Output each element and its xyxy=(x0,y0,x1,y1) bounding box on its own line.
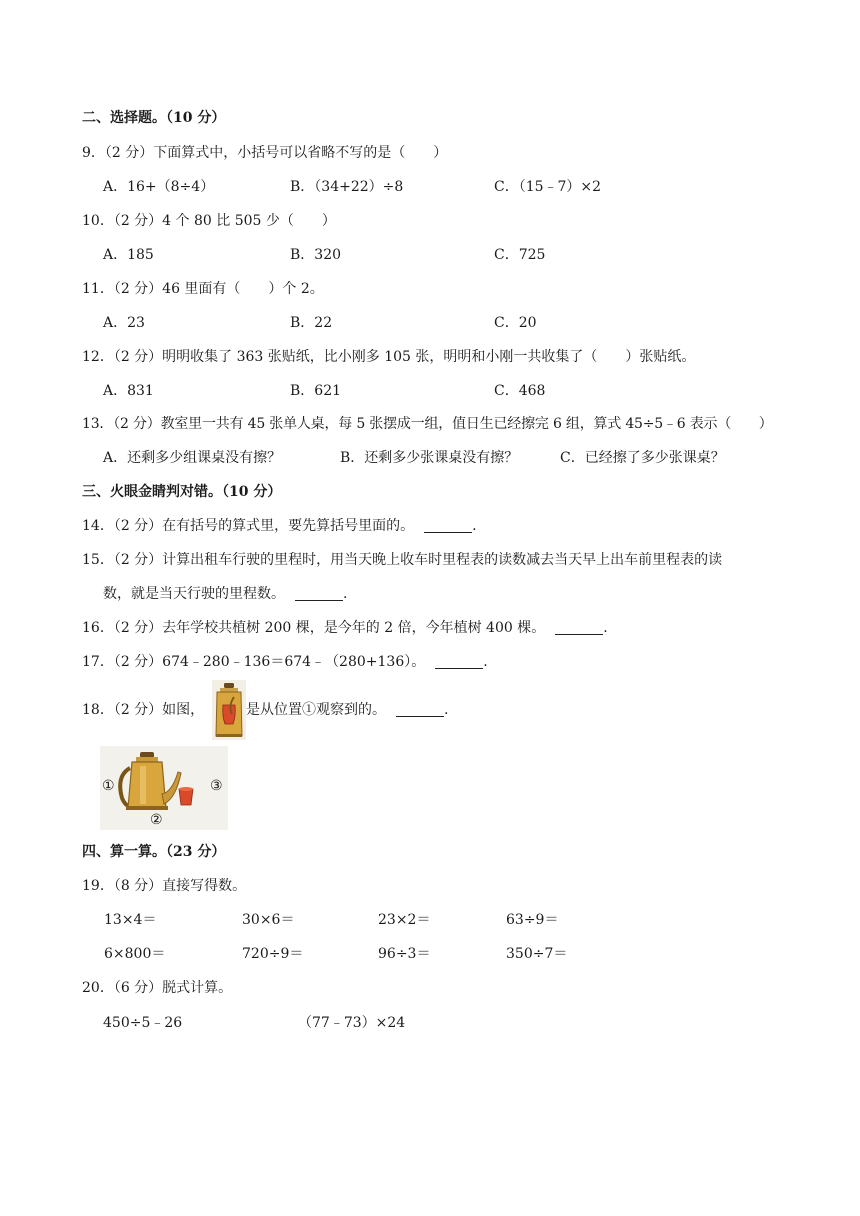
question-15-line2-wrap xyxy=(103,584,347,604)
section-heading-calc: 四、算一算。（23 分） xyxy=(82,844,226,860)
question-14 xyxy=(82,516,477,536)
answer-blank-15[interactable] xyxy=(295,586,343,601)
question-10-stem: 10．（2 分）4 个 80 比 505 少（ ） xyxy=(82,213,336,229)
question-11-option-a: A．23 xyxy=(103,315,145,331)
calc-expression-1: 450÷5﹣26 xyxy=(103,1015,183,1031)
question-15-line1: 15．（2 分）计算出租车行驶的里程时，用当天晚上收车时里程表的读数减去当天早上出车前里程表的读 xyxy=(82,552,723,568)
position-3-label: ③ xyxy=(210,778,223,794)
question-19-stem: 19．（8 分）直接写得数。 xyxy=(82,878,247,894)
answer-blank-17[interactable] xyxy=(435,654,483,669)
calc-item: 23×2＝ xyxy=(378,912,431,928)
calc-item: 6×800＝ xyxy=(104,946,166,962)
position-2-label: ② xyxy=(150,812,163,828)
question-9-stem: 9．（2 分）下面算式中，小括号可以省略不写的是（ ） xyxy=(82,145,448,161)
question-13-option-c: C．已经擦了多少张课桌？ xyxy=(560,450,725,466)
question-20-stem: 20．（6 分）脱式计算。 xyxy=(82,980,233,996)
calc-item: 720÷9＝ xyxy=(242,946,304,962)
section-heading-choice: 二、选择题。（10 分） xyxy=(82,110,226,126)
answer-blank-14[interactable] xyxy=(424,518,472,533)
calc-item: 350÷7＝ xyxy=(506,946,568,962)
question-15-end: . xyxy=(343,586,348,602)
question-12-option-c: C．468 xyxy=(494,383,546,399)
question-14-end: . xyxy=(472,518,477,534)
question-16-text: 16．（2 分）去年学校共植树 200 棵，是今年的 2 倍，今年植树 400 棵。 xyxy=(82,620,546,636)
question-11-option-c: C．20 xyxy=(494,315,537,331)
calc-expression-2: （77﹣73）×24 xyxy=(298,1015,406,1031)
question-12-option-b: B．621 xyxy=(290,383,342,399)
calc-item: 63÷9＝ xyxy=(506,912,559,928)
kettle-side-view-figure xyxy=(212,680,246,740)
question-16-end: . xyxy=(603,620,608,636)
position-1-label: ① xyxy=(102,778,115,794)
calc-item: 13×4＝ xyxy=(104,912,157,928)
question-12-option-a: A．831 xyxy=(103,383,154,399)
question-15-line2: 数，就是当天行驶的里程数。 xyxy=(103,586,285,602)
question-17-end: . xyxy=(483,654,488,670)
question-13-stem: 13．（2 分）教室里一共有 45 张单人桌，每 5 张摆成一组，值日生已经擦完 6 组，算式 45÷5﹣6 表示（ ） xyxy=(82,416,773,432)
question-11-option-b: B．22 xyxy=(290,315,333,331)
question-18-before: 18．（2 分）如图， xyxy=(82,702,205,718)
question-10-option-c: C．725 xyxy=(494,247,546,263)
question-11-stem: 11．（2 分）46 里面有（ ）个 2。 xyxy=(82,281,324,297)
kettle-cup-illustration xyxy=(100,746,228,830)
question-10-option-a: A．185 xyxy=(103,247,154,263)
question-18-after-wrap xyxy=(246,700,448,720)
question-17-text: 17．（2 分）674﹣280﹣136＝674﹣（280+136）。 xyxy=(82,654,426,670)
question-13-option-b: B．还剩多少张课桌没有擦？ xyxy=(340,450,519,466)
question-17 xyxy=(82,652,488,672)
question-16 xyxy=(82,618,608,638)
question-14-text: 14．（2 分）在有括号的算式里，要先算括号里面的。 xyxy=(82,518,415,534)
question-9-option-c: C．（15﹣7）×2 xyxy=(494,179,602,195)
question-9-option-b: B．（34+22）÷8 xyxy=(290,179,404,195)
answer-blank-18[interactable] xyxy=(396,702,444,717)
kettle-cup-scene-figure xyxy=(100,746,228,830)
question-9-option-a: A．16+（8÷4） xyxy=(103,179,215,195)
section-heading-judge: 三、火眼金睛判对错。（10 分） xyxy=(82,484,282,500)
question-13-option-a: A．还剩多少组课桌没有擦？ xyxy=(103,450,282,466)
question-18-end: . xyxy=(444,702,449,718)
question-10-option-b: B．320 xyxy=(290,247,342,263)
calc-item: 96÷3＝ xyxy=(378,946,431,962)
question-12-stem: 12．（2 分）明明收集了 363 张贴纸，比小刚多 105 张，明明和小刚一共收集了（ ）张贴纸。 xyxy=(82,349,696,365)
calc-item: 30×6＝ xyxy=(242,912,295,928)
question-18-after: 是从位置①观察到的。 xyxy=(246,702,386,718)
answer-blank-16[interactable] xyxy=(555,620,603,635)
